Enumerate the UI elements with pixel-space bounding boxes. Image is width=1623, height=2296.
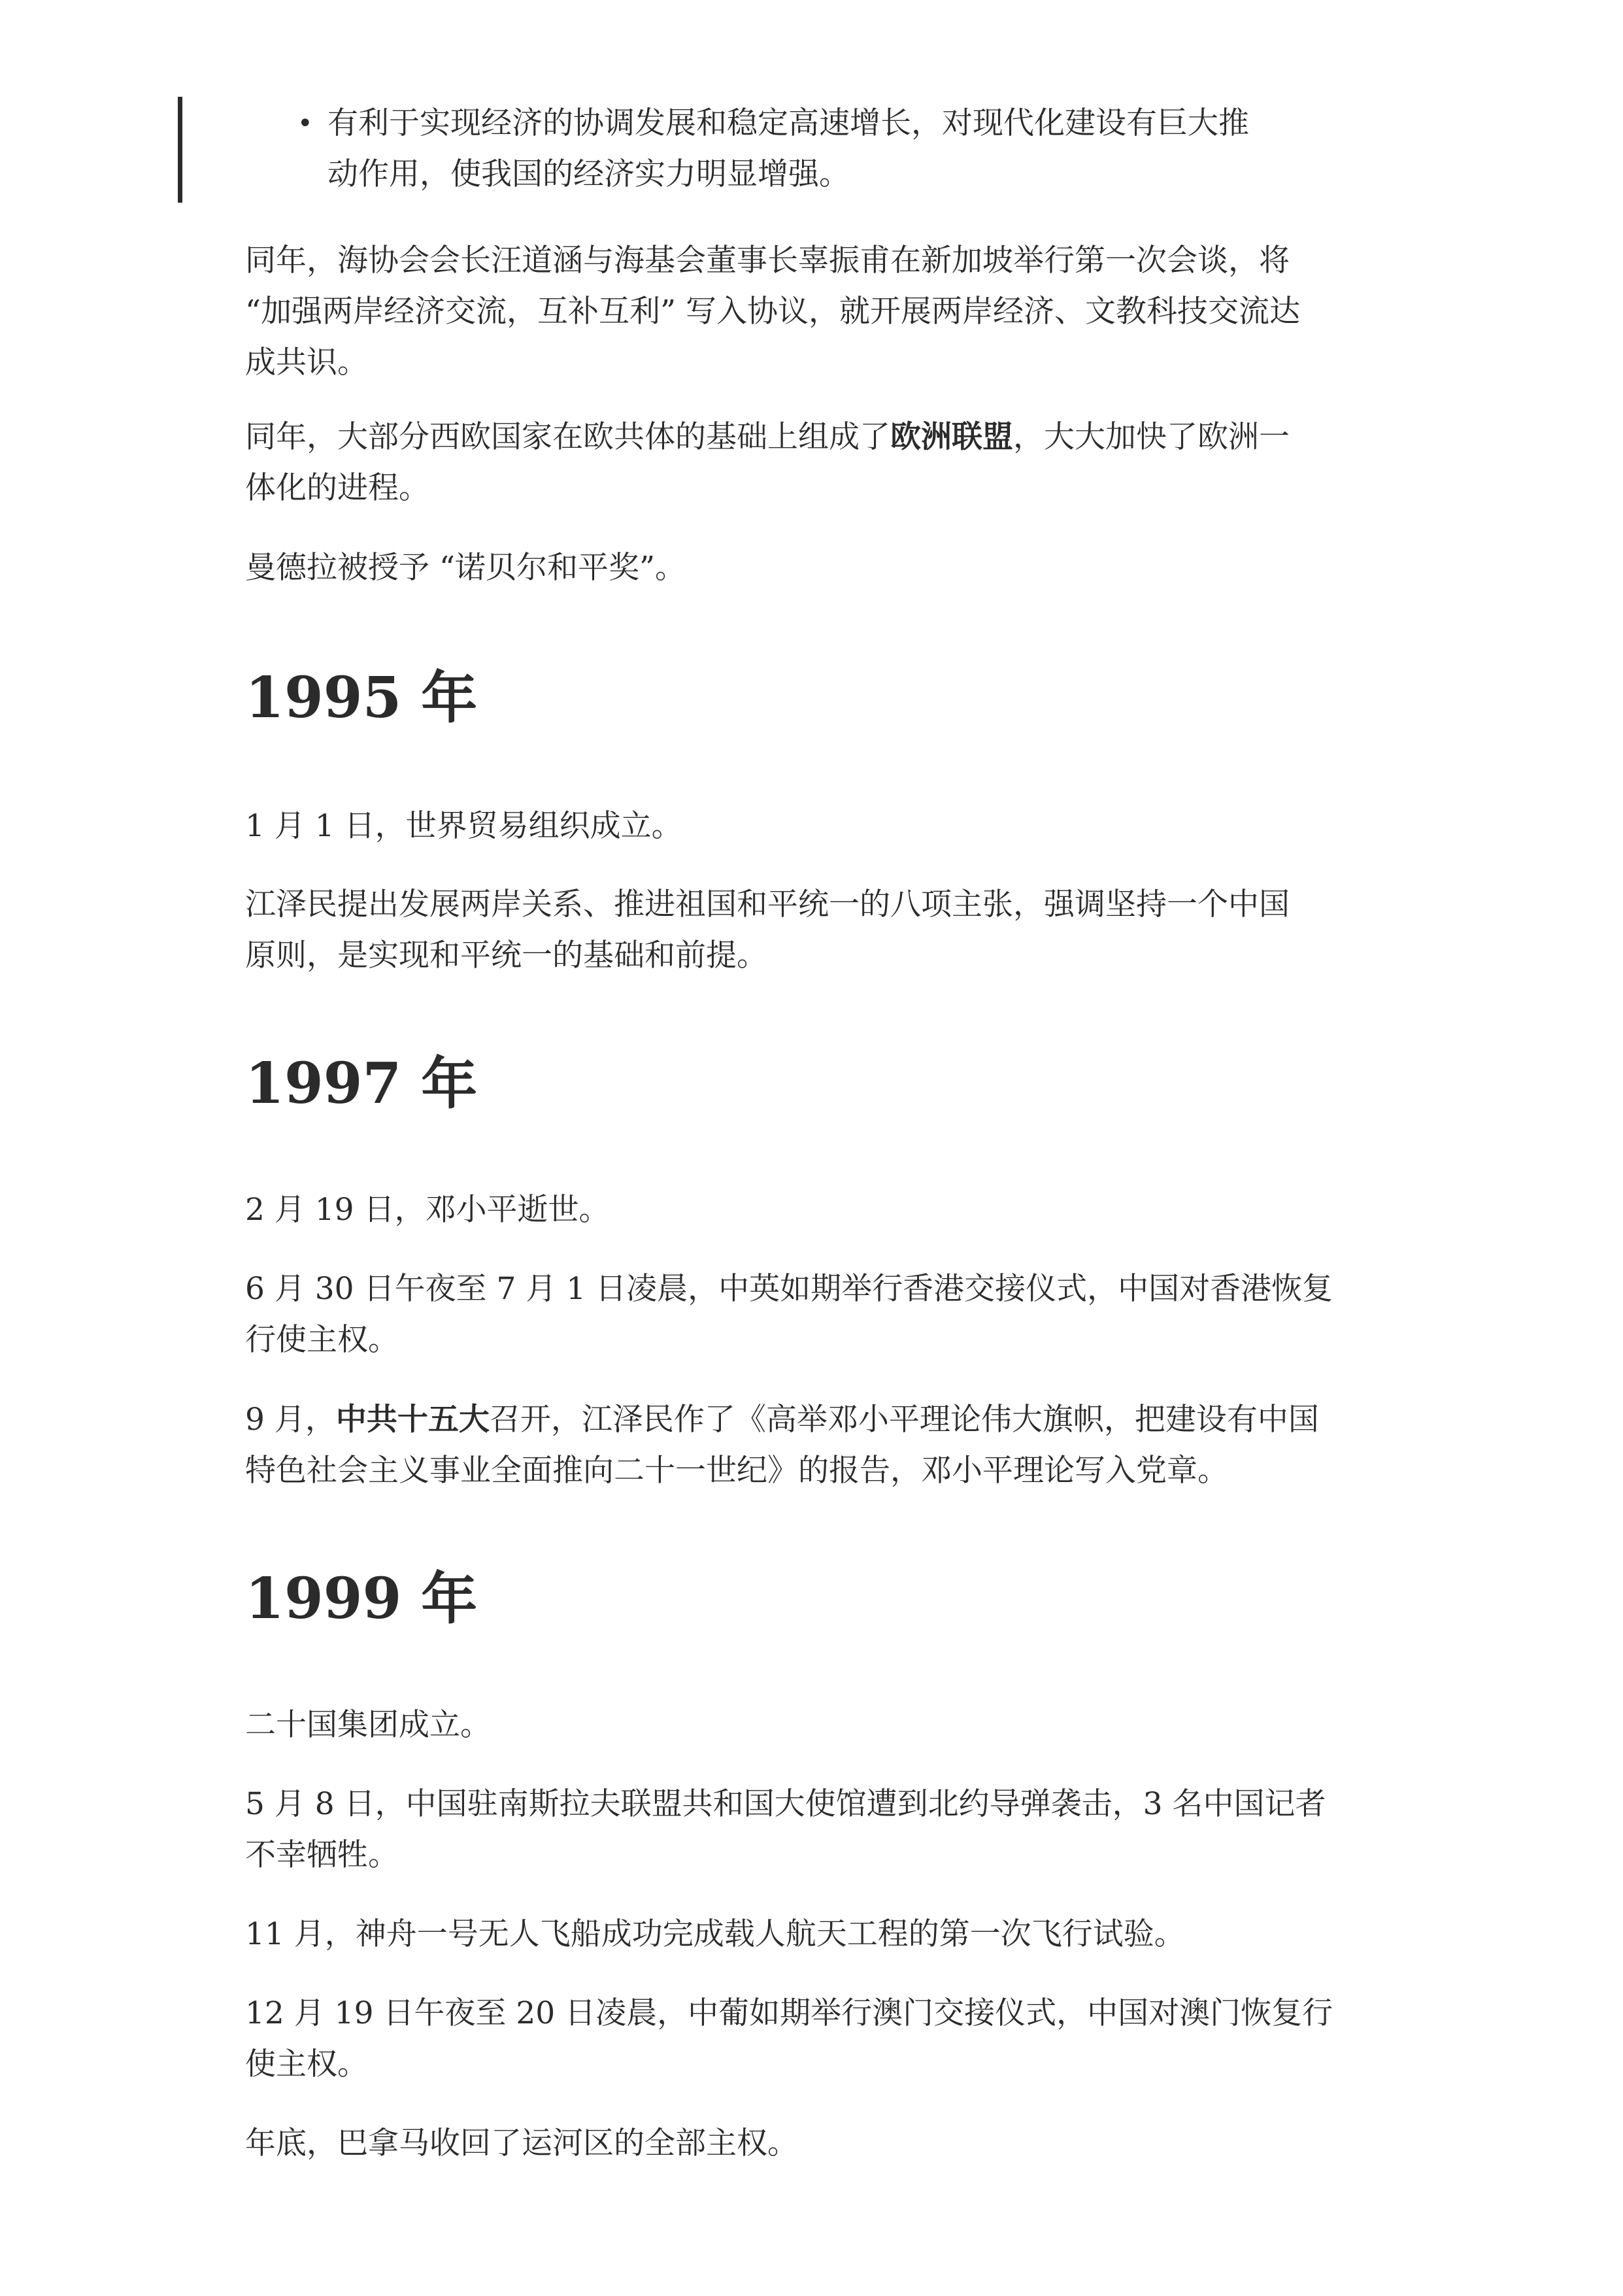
paragraph-panama-canal: 年底，巴拿马收回了运河区的全部主权。 xyxy=(245,2125,798,2161)
blockquote-bar xyxy=(178,97,182,203)
paragraph-line: 12 月 19 日午夜至 20 日凌晨，中葡如期举行澳门交接仪式，中国对澳门恢复行 xyxy=(245,1995,1333,2031)
paragraph-g20: 二十国集团成立。 xyxy=(245,1707,491,1743)
paragraph-line: 特色社会主义事业全面推向二十一世纪》的报告，邓小平理论写入党章。 xyxy=(245,1453,1228,1489)
bullet-dot-icon: • xyxy=(297,109,313,139)
paragraph-line: 不幸牺牲。 xyxy=(245,1837,399,1873)
heading-1999: 1999 年 xyxy=(245,1566,478,1632)
paragraph-hong-kong-handover xyxy=(245,1264,1382,1366)
paragraph-embassy-bombing xyxy=(245,1779,1382,1881)
paragraph-15th-congress xyxy=(245,1394,1382,1496)
heading-1995: 1995 年 xyxy=(245,665,478,731)
text-run: 9 月， xyxy=(245,1402,336,1438)
text-run: 召开，江泽民作了《高举邓小平理论伟大旗帜，把建设有中国 xyxy=(489,1402,1319,1438)
paragraph-line: 原则，是实现和平统一的基础和前提。 xyxy=(245,937,767,973)
paragraph-shenzhou-1: 11 月，神舟一号无人飞船成功完成载人航天工程的第一次飞行试验。 xyxy=(245,1916,1185,1952)
paragraph-line: 6 月 30 日午夜至 7 月 1 日凌晨，中英如期举行香港交接仪式，中国对香港恢复 xyxy=(245,1271,1333,1307)
paragraph-strait-talks xyxy=(245,235,1382,388)
text-run: ，大大加快了欧洲一 xyxy=(1013,419,1290,455)
bold-term-eu: 欧洲联盟 xyxy=(890,419,1013,455)
bullet-text xyxy=(327,98,1373,200)
bullet-line: 有利于实现经济的协调发展和稳定高速增长，对现代化建设有巨大推 xyxy=(327,105,1249,141)
paragraph-line: 成共识。 xyxy=(245,345,368,380)
paragraph-line: 5 月 8 日，中国驻南斯拉夫联盟共和国大使馆遭到北约导弹袭击，3 名中国记者 xyxy=(245,1786,1326,1822)
paragraph-line: 行使主权。 xyxy=(245,1322,399,1358)
paragraph-line xyxy=(245,1394,1382,1445)
paragraph-deng-death: 2 月 19 日，邓小平逝世。 xyxy=(245,1192,610,1228)
text-run: 同年，大部分西欧国家在欧共体的基础上组成了 xyxy=(245,419,890,455)
heading-1997: 1997 年 xyxy=(245,1051,478,1117)
bold-term-congress: 中共十五大 xyxy=(335,1402,490,1438)
paragraph-line: “加强两岸经济交流，互补互利” 写入协议，就开展两岸经济、文教科技交流达 xyxy=(245,294,1300,329)
paragraph-wto: 1 月 1 日，世界贸易组织成立。 xyxy=(245,808,682,844)
paragraph-macau-handover xyxy=(245,1988,1382,2090)
paragraph-european-union xyxy=(245,412,1382,514)
paragraph-mandela: 曼德拉被授予 “诺贝尔和平奖”。 xyxy=(245,550,686,586)
paragraph-line: 体化的进程。 xyxy=(245,470,429,506)
paragraph-line: 同年，海协会会长汪道涵与海基会董事长辜振甫在新加坡举行第一次会谈，将 xyxy=(245,243,1290,279)
paragraph-eight-propositions xyxy=(245,879,1382,981)
paragraph-line: 江泽民提出发展两岸关系、推进祖国和平统一的八项主张，强调坚持一个中国 xyxy=(245,886,1290,922)
paragraph-line xyxy=(245,412,1382,463)
bullet-line: 动作用，使我国的经济实力明显增强。 xyxy=(327,156,850,192)
paragraph-line: 使主权。 xyxy=(245,2046,368,2082)
